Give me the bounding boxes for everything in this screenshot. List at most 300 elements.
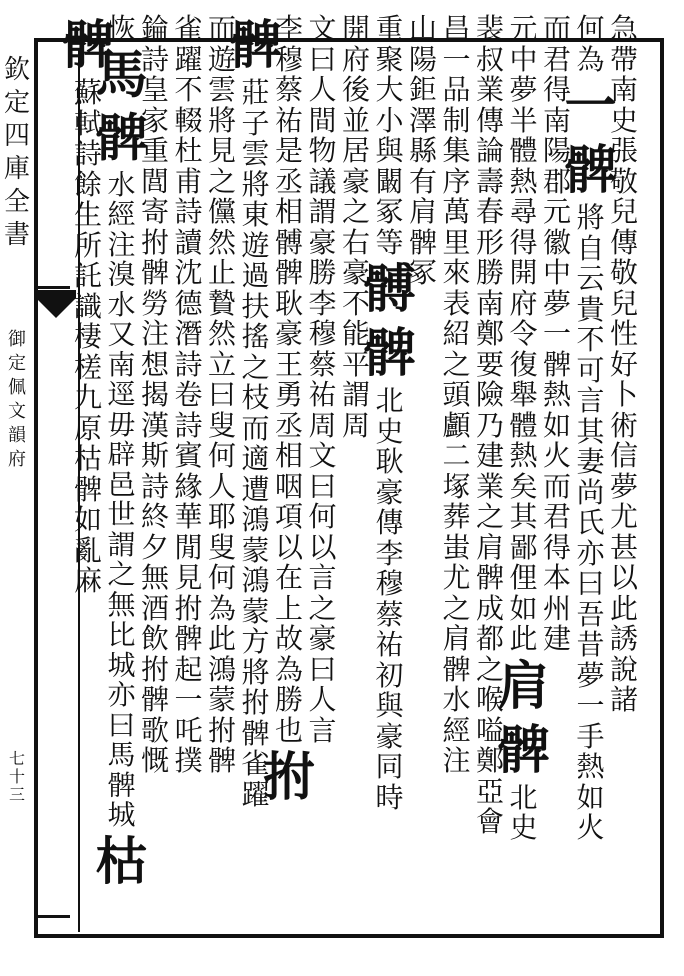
text-char: 閒 — [174, 530, 203, 564]
text-char: 復 — [509, 347, 538, 381]
text-char: 枝 — [241, 381, 270, 414]
text-char: 謂 — [341, 378, 370, 411]
text-char: 體 — [509, 408, 538, 442]
text-char: 識 — [73, 289, 102, 323]
text-char: 此 — [509, 622, 538, 655]
margin-page-char: 七 — [8, 749, 25, 768]
text-char: 小 — [375, 103, 404, 137]
text-char: 世 — [107, 498, 136, 531]
text-char: 居 — [341, 134, 370, 167]
text-char: 葬 — [442, 500, 471, 533]
text-char: 沈 — [174, 256, 203, 289]
text-char: 揭 — [140, 378, 169, 411]
text-char: 北 — [375, 384, 404, 417]
text-char: 術 — [609, 408, 638, 442]
text-char: 立 — [207, 347, 236, 381]
text-char: 舉 — [509, 378, 538, 411]
text-char: 一 — [576, 689, 605, 722]
text-char: 見 — [174, 561, 203, 594]
text-char: 髀 — [207, 744, 236, 777]
text-char: 蔡 — [274, 73, 303, 106]
text-char: 史 — [375, 414, 404, 448]
text-char: 叟 — [207, 408, 236, 442]
headword-char: 髀 — [564, 140, 617, 201]
text-char: 子 — [241, 106, 270, 140]
text-char: 文 — [308, 439, 337, 472]
text-char: 髀 — [475, 561, 504, 594]
text-char: 辟 — [107, 438, 136, 471]
text-char: 南 — [475, 286, 504, 320]
margin-collection-char: 府 — [8, 449, 26, 470]
text-char: 髀 — [107, 768, 136, 801]
text-char: 兒 — [609, 195, 638, 228]
text-char: 逕 — [107, 378, 136, 411]
margin-collection-char: 御 — [8, 329, 26, 350]
text-char: 鄭 — [475, 317, 504, 350]
text-char: 雀 — [241, 747, 270, 780]
text-char: 俚 — [509, 561, 538, 594]
text-char: 叔 — [475, 42, 504, 76]
text-char: 相 — [274, 439, 303, 472]
text-char: 豪 — [375, 719, 404, 753]
text-char: 漢 — [140, 408, 169, 442]
margin-book-title — [2, 54, 32, 252]
text-char: 家 — [140, 103, 169, 137]
text-char: 為 — [207, 591, 236, 625]
text-char: 潛 — [174, 317, 203, 350]
text-char: 重 — [140, 134, 169, 167]
margin-title-char: 書 — [3, 220, 30, 250]
text-char: 相 — [274, 195, 303, 228]
margin-title-char: 定 — [3, 88, 30, 118]
text-char: 元 — [509, 12, 538, 45]
text-char: 為 — [576, 42, 605, 76]
text-char: 丞 — [274, 408, 303, 442]
text-char: 亦 — [576, 536, 605, 570]
text-char: 郡 — [542, 164, 571, 198]
text-char: 雀 — [174, 12, 203, 45]
text-char: 制 — [442, 103, 471, 137]
text-char: 壽 — [475, 164, 504, 198]
text-char: 此 — [609, 591, 638, 625]
text-char: 謂 — [107, 528, 136, 561]
text-char: 耿 — [274, 286, 303, 320]
text-char: 何 — [308, 500, 337, 533]
headword-char: 髆 — [363, 259, 416, 320]
text-char: 周 — [341, 408, 370, 442]
margin-page-char: 十 — [8, 767, 25, 786]
text-char: 以 — [308, 530, 337, 564]
text-char: 而 — [241, 411, 270, 445]
text-char: 矣 — [509, 469, 538, 503]
text-char: 豪 — [341, 164, 370, 198]
text-char: 拊 — [140, 652, 169, 686]
text-char: 文 — [308, 12, 337, 45]
text-char: 髀 — [274, 256, 303, 289]
text-char: 拊 — [140, 225, 169, 259]
margin-collection-char: 佩 — [8, 377, 26, 398]
text-char: 而 — [207, 12, 236, 45]
text-char: 敬 — [609, 256, 638, 289]
text-char: 髆 — [274, 225, 303, 259]
text-char: 吒 — [174, 713, 203, 747]
text-char: 氏 — [576, 506, 605, 539]
text-char: 起 — [174, 652, 203, 686]
text-char: 經 — [107, 198, 136, 231]
text-char: 溴 — [107, 258, 136, 291]
margin-title-char: 庫 — [3, 154, 30, 184]
text-char: 此 — [207, 622, 236, 655]
text-column — [62, 14, 115, 597]
text-char: 尤 — [609, 500, 638, 533]
text-char: 人 — [308, 683, 337, 716]
text-char: 無 — [140, 561, 169, 594]
text-char: 肩 — [408, 195, 437, 228]
text-char: 人 — [207, 469, 236, 503]
headword-char: 馬 — [95, 44, 148, 106]
text-char: 昌 — [442, 12, 471, 45]
text-char: 無 — [107, 588, 136, 621]
text-char: 祐 — [274, 103, 303, 137]
text-char: 豪 — [274, 317, 303, 350]
text-char: 史 — [609, 103, 638, 137]
margin-title-char: 欽 — [3, 55, 30, 85]
margin-title-char: 四 — [3, 121, 30, 151]
text-char: 然 — [207, 225, 236, 259]
text-char: 熱 — [509, 439, 538, 472]
text-char: 勝 — [475, 256, 504, 289]
text-char: 妻 — [576, 445, 605, 478]
headword-char: 拊 — [263, 747, 316, 808]
text-char: 州 — [542, 591, 571, 625]
text-char: 曰 — [207, 378, 236, 411]
text-char: 一 — [442, 42, 471, 76]
text-char: 陽 — [408, 42, 437, 76]
text-char: 周 — [308, 408, 337, 442]
text-char: 歌 — [140, 713, 169, 747]
text-char: 故 — [274, 622, 303, 655]
text-char: 見 — [207, 134, 236, 167]
text-char: 中 — [509, 42, 538, 76]
text-char: 躍 — [241, 777, 270, 811]
text-char: 兒 — [609, 286, 638, 320]
text-char: 一 — [542, 317, 571, 350]
text-char: 撲 — [174, 744, 203, 777]
text-char: 肩 — [442, 622, 471, 655]
text-char: 祐 — [308, 378, 337, 411]
text-char: 性 — [609, 317, 638, 350]
text-char: 以 — [274, 530, 303, 564]
text-char: 物 — [308, 134, 337, 167]
text-char: 馬 — [107, 738, 136, 771]
text-char: 也 — [274, 713, 303, 747]
fish-tail-line-top — [34, 286, 70, 289]
margin-collection-char: 文 — [8, 401, 26, 422]
text-char: 髀 — [140, 256, 169, 289]
text-char: 是 — [274, 134, 303, 167]
text-char: 昔 — [576, 628, 605, 661]
text-char: 熱 — [542, 378, 571, 411]
text-char: 城 — [107, 648, 136, 681]
text-char: 如 — [576, 780, 605, 814]
text-char: 論 — [475, 134, 504, 167]
text-char: 塚 — [442, 469, 471, 503]
text-char: 遊 — [241, 228, 270, 262]
text-char: 詩 — [174, 408, 203, 442]
text-char: 生 — [73, 198, 102, 231]
text-char: 里 — [442, 225, 471, 259]
text-char: 尚 — [576, 475, 605, 509]
text-char: 東 — [241, 198, 270, 231]
text-char: 卜 — [609, 378, 638, 411]
text-char: 曰 — [308, 469, 337, 503]
text-char: 傳 — [375, 506, 404, 539]
text-char: 言 — [576, 384, 605, 417]
text-char: 開 — [341, 12, 370, 45]
headword-char: 髀 — [95, 107, 148, 168]
text-char: 穆 — [375, 567, 404, 600]
text-char: 有 — [408, 164, 437, 198]
text-char: 李 — [308, 286, 337, 320]
text-char: 蚩 — [442, 530, 471, 564]
text-char: 顱 — [442, 408, 471, 442]
headword-char: 髀 — [229, 15, 282, 76]
text-char: 槎 — [73, 350, 102, 384]
text-char: 吾 — [576, 597, 605, 631]
text-char: 軾 — [73, 106, 102, 140]
text-char: 詩 — [140, 42, 169, 76]
text-char: 餘 — [73, 167, 102, 201]
text-char: 蘇 — [73, 76, 102, 109]
text-char: 險 — [475, 378, 504, 411]
text-char: 自 — [576, 231, 605, 265]
text-char: 曰 — [308, 652, 337, 686]
text-char: 髀 — [174, 622, 203, 655]
text-char: 之 — [107, 558, 136, 591]
text-char: 項 — [274, 500, 303, 533]
text-char: 甚 — [609, 530, 638, 564]
text-char: 如 — [509, 591, 538, 625]
text-char: 大 — [375, 73, 404, 106]
text-char: 熱 — [576, 750, 605, 783]
text-char: 如 — [542, 408, 571, 442]
text-char: 穆 — [308, 317, 337, 350]
text-char: 注 — [442, 744, 471, 777]
text-char: 之 — [475, 500, 504, 533]
text-char: 初 — [375, 658, 404, 692]
text-char: 之 — [442, 591, 471, 625]
headword-char: 髀 — [363, 323, 416, 384]
text-char: 適 — [241, 442, 270, 475]
text-char: 之 — [341, 195, 370, 228]
text-char: 萬 — [442, 195, 471, 228]
text-char: 髀 — [241, 716, 270, 750]
text-char: 何 — [576, 12, 605, 45]
text-char: 信 — [609, 439, 638, 472]
text-char: 史 — [509, 811, 538, 844]
text-char: 穆 — [274, 42, 303, 76]
text-char: 之 — [241, 350, 270, 384]
text-char: 在 — [274, 561, 303, 594]
text-char: 品 — [442, 73, 471, 106]
text-char: 敬 — [609, 164, 638, 198]
text-char: 勞 — [140, 286, 169, 320]
text-char: 將 — [241, 655, 270, 689]
text-char: 頭 — [442, 378, 471, 411]
text-char: 帶 — [609, 42, 638, 76]
text-char: 耿 — [375, 445, 404, 478]
text-char: 皇 — [140, 73, 169, 106]
text-char: 將 — [241, 167, 270, 201]
text-char: 開 — [509, 256, 538, 289]
text-char: 間 — [308, 103, 337, 137]
margin-title-char: 全 — [3, 187, 30, 217]
headword-char: 一 — [564, 76, 617, 137]
text-char: 閭 — [140, 164, 169, 198]
text-char: 而 — [542, 469, 571, 503]
text-char: 君 — [542, 500, 571, 533]
text-char: 而 — [542, 12, 571, 45]
text-char: 上 — [274, 591, 303, 625]
headword-char: 肩 — [497, 655, 550, 717]
text-char: 業 — [475, 73, 504, 106]
text-char: 亦 — [107, 678, 136, 711]
text-char: 云 — [576, 262, 605, 295]
text-char: 本 — [542, 561, 571, 594]
text-char: 比 — [107, 618, 136, 651]
text-char: 得 — [542, 73, 571, 106]
text-char: 詩 — [73, 137, 102, 170]
text-char: 蔡 — [308, 347, 337, 381]
text-char: 諸 — [609, 683, 638, 716]
text-char: 之 — [442, 347, 471, 381]
text-char: 火 — [542, 439, 571, 472]
text-char: 蔡 — [375, 597, 404, 631]
text-char: 嗌 — [475, 713, 504, 747]
text-char: 南 — [542, 103, 571, 137]
text-char: 鄙 — [509, 530, 538, 564]
text-char: 業 — [475, 469, 504, 503]
text-char: 躍 — [174, 42, 203, 76]
text-char: 平 — [341, 347, 370, 381]
text-char: 止 — [207, 256, 236, 289]
text-char: 得 — [542, 530, 571, 564]
text-char: 說 — [609, 652, 638, 686]
text-char: 卷 — [174, 378, 203, 411]
text-char: 叟 — [207, 530, 236, 564]
text-char: 成 — [475, 591, 504, 625]
text-char: 緣 — [174, 469, 203, 503]
text-char: 恢 — [107, 12, 136, 45]
text-char: 豪 — [308, 622, 337, 655]
text-char: 將 — [576, 201, 605, 234]
text-char: 半 — [509, 103, 538, 137]
text-char: 夢 — [576, 658, 605, 692]
text-char: 以 — [609, 561, 638, 594]
margin-page-char: 三 — [8, 785, 25, 804]
text-char: 勝 — [308, 256, 337, 289]
text-char: 方 — [241, 625, 270, 658]
text-char: 並 — [341, 103, 370, 137]
text-char: 與 — [375, 689, 404, 722]
text-char: 豪 — [308, 225, 337, 259]
text-char: 棲 — [73, 320, 102, 353]
text-char: 雲 — [241, 137, 270, 170]
text-char: 豪 — [375, 475, 404, 509]
text-char: 搖 — [241, 320, 270, 353]
text-char: 不 — [341, 286, 370, 320]
text-char: 集 — [442, 134, 471, 167]
text-char: 形 — [475, 225, 504, 259]
margin-collection-char: 定 — [8, 353, 26, 374]
text-char: 水 — [107, 167, 136, 201]
text-char: 傳 — [609, 225, 638, 259]
text-char: 耶 — [207, 500, 236, 533]
text-char: 冢 — [375, 195, 404, 228]
text-char: 喉 — [475, 683, 504, 716]
text-char: 鄭 — [475, 744, 504, 777]
text-char: 城 — [107, 798, 136, 831]
text-char: 貴 — [576, 292, 605, 326]
text-char: 澤 — [408, 103, 437, 137]
text-char: 注 — [107, 228, 136, 261]
text-char: 得 — [509, 225, 538, 259]
text-char: 謂 — [308, 195, 337, 228]
text-char: 元 — [542, 195, 571, 228]
text-char: 王 — [274, 347, 303, 381]
margin-collection-title — [2, 328, 32, 472]
text-char: 祐 — [375, 628, 404, 661]
text-char: 右 — [341, 225, 370, 259]
text-char: 慨 — [140, 744, 169, 777]
text-char: 鴻 — [207, 652, 236, 686]
text-char: 詩 — [140, 469, 169, 503]
text-char: 徽 — [542, 225, 571, 259]
text-char: 山 — [408, 12, 437, 45]
text-char: 傳 — [475, 103, 504, 137]
text-char: 不 — [576, 323, 605, 356]
text-char: 曰 — [107, 708, 136, 741]
text-char: 曰 — [308, 42, 337, 76]
text-char: 蒙 — [241, 533, 270, 567]
text-char: 建 — [475, 439, 504, 472]
text-char: 水 — [442, 683, 471, 716]
text-char: 張 — [609, 134, 638, 167]
text-char: 詩 — [174, 195, 203, 228]
text-char: 曰 — [576, 567, 605, 600]
text-char: 又 — [107, 318, 136, 351]
text-char: 縣 — [408, 134, 437, 167]
text-char: 誘 — [609, 622, 638, 655]
text-char: 君 — [542, 42, 571, 76]
text-char: 其 — [576, 414, 605, 448]
text-char: 尤 — [442, 561, 471, 594]
text-char: 冢 — [408, 256, 437, 289]
text-char: 注 — [140, 317, 169, 350]
text-char: 要 — [475, 347, 504, 381]
text-char: 麻 — [73, 564, 102, 597]
text-char: 可 — [576, 353, 605, 387]
text-char: 髀 — [140, 683, 169, 716]
text-char: 表 — [442, 286, 471, 320]
text-char: 春 — [475, 195, 504, 228]
text-char: 等 — [375, 225, 404, 259]
text-char: 毋 — [107, 408, 136, 441]
text-char: 枯 — [73, 442, 102, 475]
headword-char: 枯 — [95, 831, 148, 892]
text-char: 鴻 — [241, 503, 270, 536]
text-char: 一 — [174, 683, 203, 716]
